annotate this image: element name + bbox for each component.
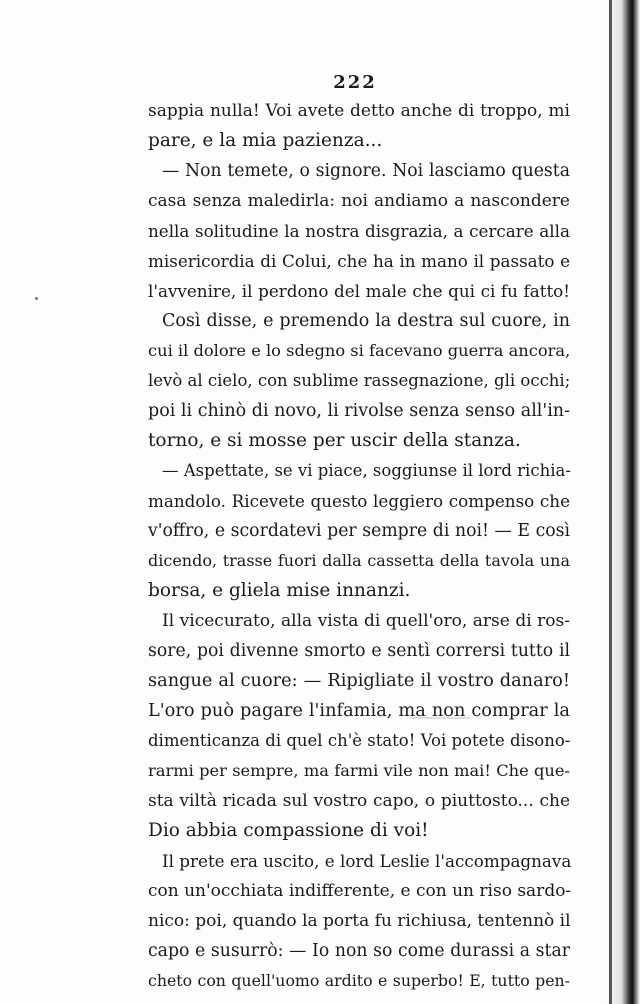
text-line: borsa, e gliela mise innanzi. [148, 580, 411, 601]
text-line: cheto con quell'uomo ardito e superbo! E, tutto pen- [148, 971, 570, 990]
text-line: casa senza maledirla: noi andiamo a nascondere [148, 191, 570, 211]
text-line: sangue al cuore: — Ripigliate il vostro danaro! [148, 671, 570, 691]
binding-edge-line [609, 0, 612, 1004]
text-line: misericordia di Colui, che ha in mano il passato e [148, 251, 570, 271]
text-line: nella solitudine la nostra disgrazia, a cercare alla [148, 221, 570, 241]
text-line: torno, e si mosse per uscir della stanza. [148, 430, 521, 451]
text-line: v'offro, e scordatevi per sempre di noi! — E così [148, 521, 570, 541]
text-line: sta viltà ricada sul vostro capo, o piuttosto... che [148, 791, 570, 811]
text-line: sappia nulla! Voi avete detto anche di troppo, mi [148, 101, 570, 121]
text-line: — Aspettate, se vi piace, soggiunse il lord richia- [162, 461, 571, 480]
text-line: Il vicecurato, alla vista di quell'oro, arse di ros- [162, 611, 570, 631]
text-line: cui il dolore e lo sdegno si facevano guerra ancora, [148, 341, 571, 360]
text-line: rarmi per sempre, ma farmi vile non mai! Che que- [148, 761, 570, 780]
page-number: 222 [333, 72, 377, 93]
text-line: poi li chinò di novo, li rivolse senza senso all'in- [148, 401, 570, 421]
text-line: mandolo. Ricevete questo leggiero compenso che [148, 491, 570, 511]
text-line: sore, poi divenne smorto e sentì corrersi tutto il [148, 641, 570, 661]
text-line: nico: poi, quando la porta fu richiusa, tentennò il [148, 911, 571, 931]
text-line: pare, e la mia pazienza... [148, 130, 383, 151]
text-line: Così disse, e premendo la destra sul cuore, in [162, 311, 570, 331]
text-line: l'avvenire, il perdono del male che qui ci fu fatto! [148, 281, 570, 301]
text-line: dicendo, trasse fuori dalla cassetta della tavola una [148, 551, 570, 570]
text-line: levò al cielo, con sublime rassegnazione, gli occhi; [148, 371, 571, 390]
text-line: con un'occhiata indifferente, e con un riso sardo- [148, 881, 572, 901]
text-line: L'oro può pagare l'infamia, ma non comprar la [148, 701, 570, 721]
body-text [148, 96, 570, 996]
text-line: dimenticanza di quel ch'è stato! Voi potete disono- [148, 731, 571, 750]
text-line: Dio abbia compassione di voi! [148, 820, 429, 841]
text-line: Il prete era uscito, e lord Leslie l'accompagnava [162, 851, 572, 871]
paper-speck [35, 297, 38, 300]
text-line: capo e susurrò: — Io non so come durassi a star [148, 941, 570, 961]
text-line: — Non temete, o signore. Noi lasciamo questa [162, 161, 570, 181]
